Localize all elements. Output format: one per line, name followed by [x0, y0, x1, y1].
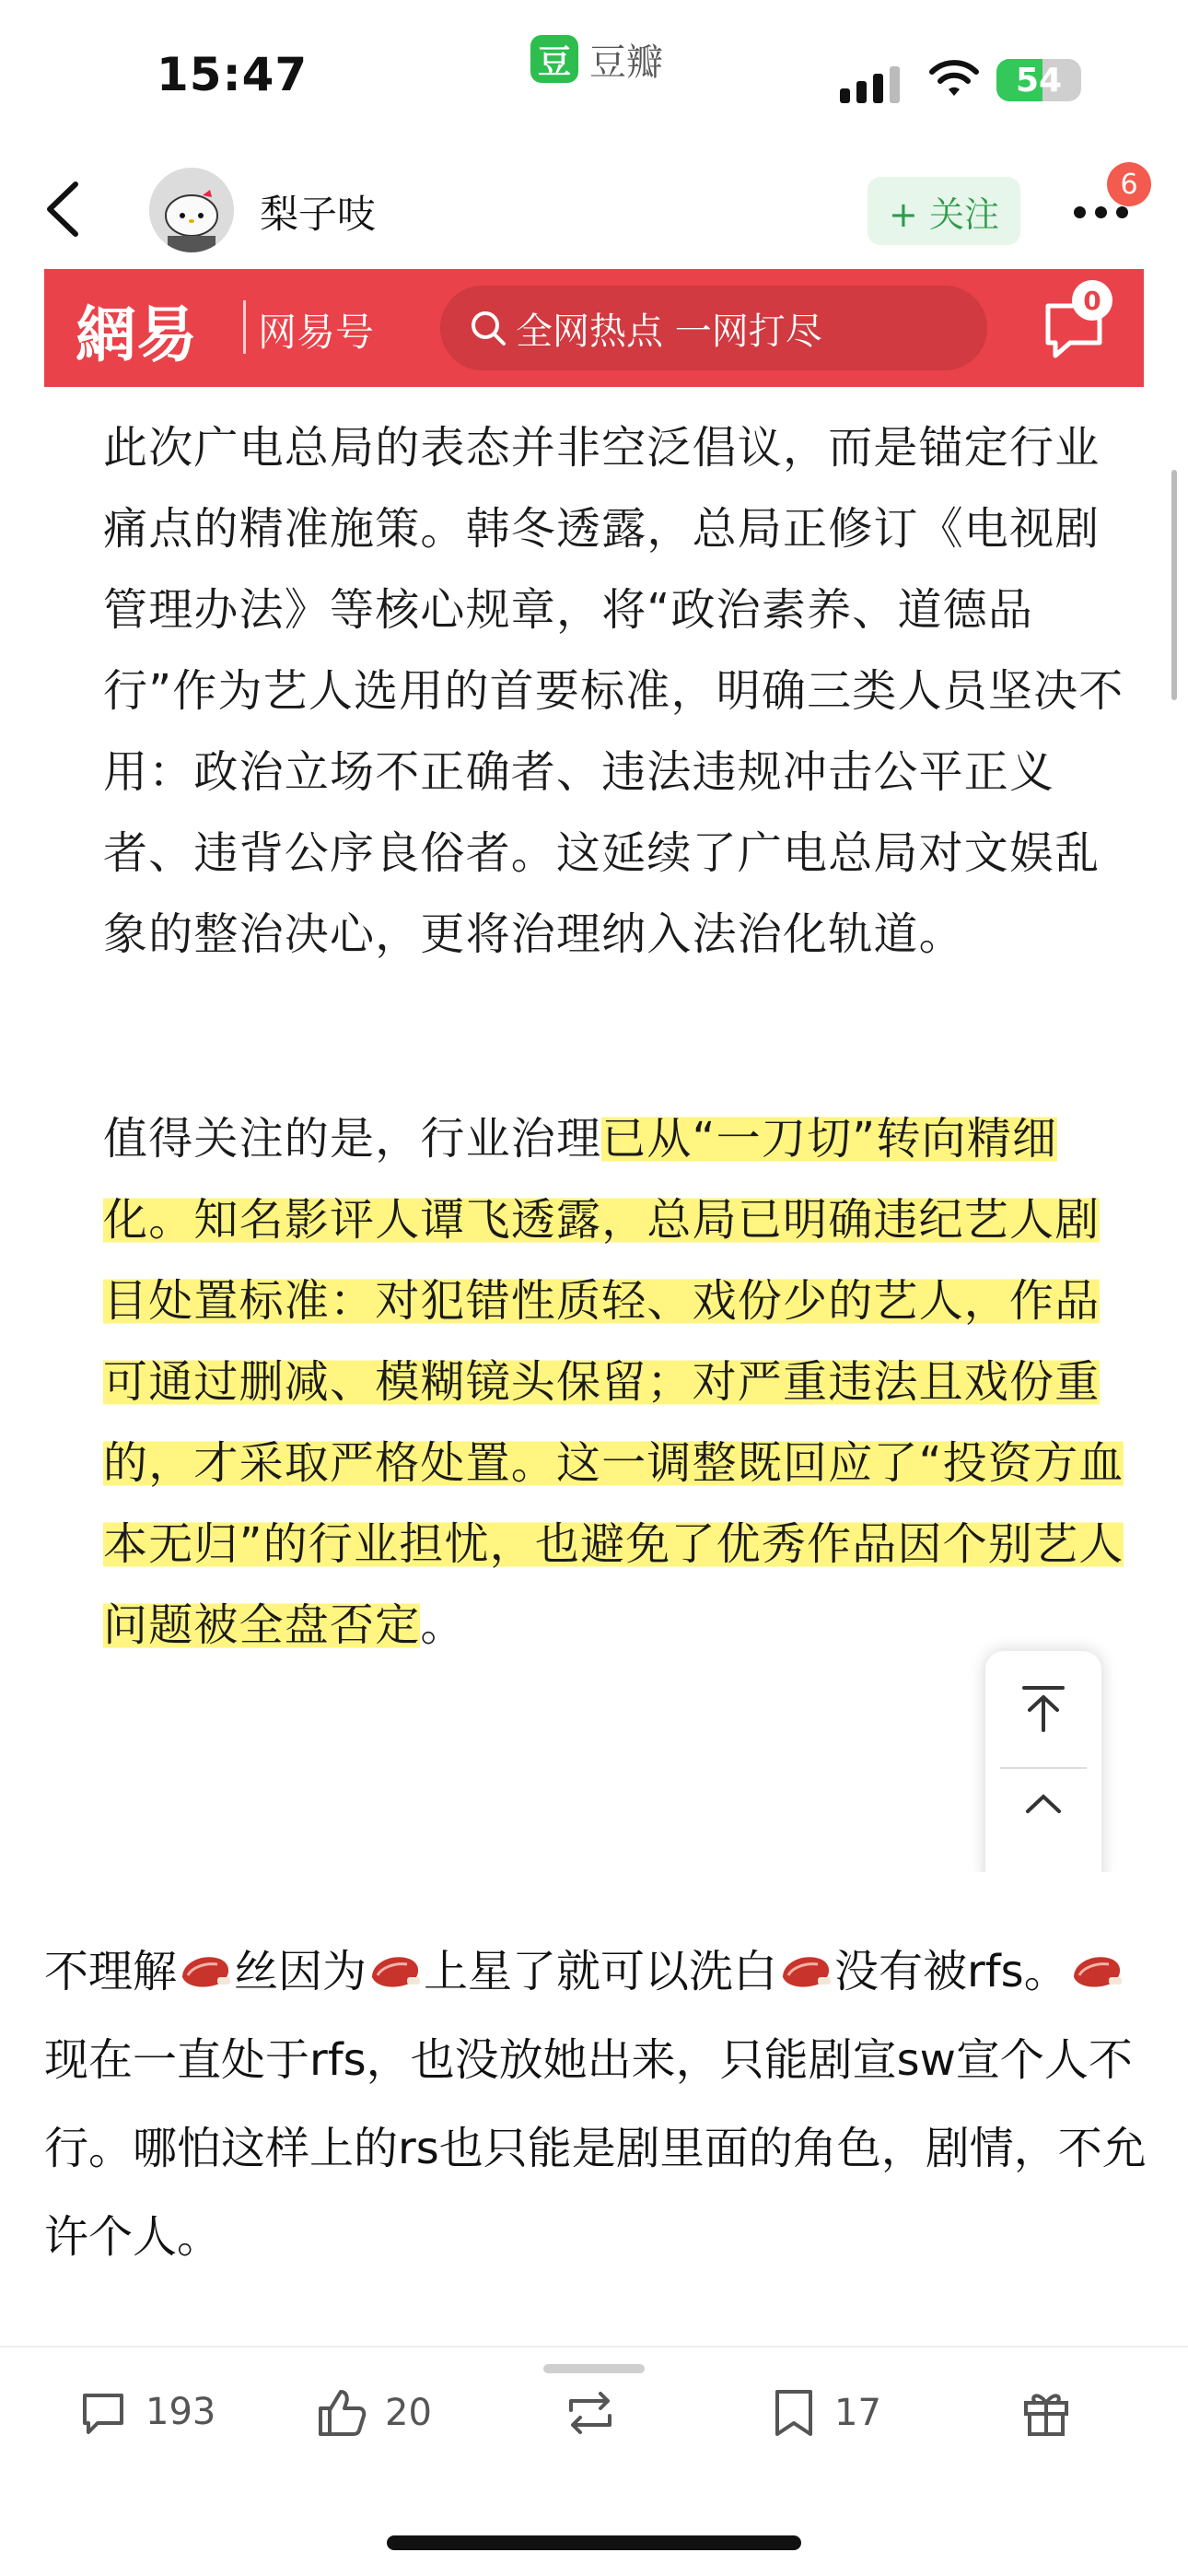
- avatar-image: [149, 168, 234, 252]
- article-paragraph-1: 此次广电总局的表态并非空泛倡议，而是锚定行业痛点的精准施策。韩冬透露，总局正修订《电视剧管理办法》等核心规章，将“政治素养、道德品行”作为艺人选用的首要标准，明确三类人员坚决不用：政治立场不正确者、违法违规冲击公平正义者、违背公序良俗者。这延续了广电总局对文娱乱象的整治决心，更将治理纳入法治化轨道。: [103, 422, 1124, 960]
- repost-icon: [562, 2386, 619, 2440]
- gift-button[interactable]: [1020, 2386, 1072, 2440]
- meat-icon: [367, 1950, 424, 1992]
- post-text-segment: 现在一直处于rfs，也没放她出来，只能剧宣sw宣个人不行。哪怕这样上的rs也只能是剧里面的角色，剧情，不允许个人。: [44, 2034, 1147, 2263]
- post-text-segment: 丝因为: [234, 1946, 367, 1997]
- netease-message-count: 0: [1072, 280, 1112, 321]
- netease-search-text: 全网热点 一网打尽: [516, 310, 822, 353]
- repost-button[interactable]: [562, 2386, 619, 2440]
- comment-icon: [77, 2386, 129, 2438]
- search-icon: [468, 308, 508, 348]
- home-indicator[interactable]: [387, 2535, 801, 2550]
- highlighted-text: 已从“一刀切”转向精细化。知名影评人谭飞透露，总局已明确违纪艺人剧目处置标准：对犯错性质轻、戏份少的艺人，作品可通过删减、模糊镜头保留；对严重违法且戏份重的，才采取严格处置。这一调整既回应了“投资方血本无归”的行业担忧，也避免了优秀作品因个别艺人问题被全盘否定: [103, 1113, 1124, 1651]
- paragraph-2-end: 。: [420, 1599, 466, 1651]
- like-button[interactable]: [315, 2386, 432, 2440]
- embedded-article-image[interactable]: [44, 269, 1144, 1872]
- follow-button[interactable]: + 关注: [868, 177, 1020, 245]
- comment-count: 193: [146, 2391, 216, 2433]
- meat-icon: [177, 1950, 234, 1992]
- chevron-up-icon[interactable]: [1022, 1789, 1065, 1817]
- app-name: 豆瓣: [589, 41, 663, 84]
- favorite-icon: [770, 2386, 818, 2440]
- back-icon[interactable]: [37, 177, 92, 241]
- signal-icon: [840, 66, 900, 103]
- post-text-segment: 不理解: [44, 1946, 178, 1997]
- wifi-icon: [926, 59, 982, 100]
- scroll-top-icon[interactable]: [1017, 1682, 1070, 1736]
- netease-sub-label: 网易号: [258, 310, 375, 355]
- meat-icon: [777, 1950, 834, 1992]
- post-header: [0, 157, 1188, 267]
- douban-app-icon: 豆: [530, 35, 578, 83]
- gift-icon: [1020, 2386, 1072, 2440]
- toolbar-divider: [0, 2346, 1188, 2348]
- drag-handle[interactable]: [543, 2364, 645, 2373]
- meat-icon: [1068, 1950, 1125, 1992]
- notification-badge: 6: [1107, 162, 1151, 206]
- netease-search-box: [440, 286, 987, 370]
- post-text-segment: 没有被rfs。: [834, 1946, 1068, 1997]
- post-body-text: [44, 1927, 1149, 2281]
- battery-icon: [996, 59, 1081, 101]
- paragraph-2-plain: 值得关注的是，行业治理: [103, 1113, 602, 1165]
- floating-divider: [1000, 1767, 1087, 1769]
- scrollbar[interactable]: [1171, 470, 1177, 700]
- battery-level: 54: [1015, 61, 1063, 100]
- username[interactable]: 梨子吱: [260, 192, 377, 237]
- comment-button[interactable]: [77, 2386, 215, 2438]
- avatar[interactable]: [149, 168, 234, 252]
- like-icon: [315, 2386, 368, 2440]
- favorite-button[interactable]: [770, 2386, 881, 2440]
- netease-top-bar: [44, 269, 1144, 387]
- status-time: 15:47: [157, 48, 309, 101]
- status-bar: [0, 0, 1188, 147]
- floating-scroll-buttons: [985, 1651, 1101, 1872]
- netease-logo: 網易: [76, 299, 197, 370]
- back-to-app[interactable]: [530, 33, 663, 85]
- favorite-count: 17: [834, 2392, 881, 2434]
- post-text-segment: 上星了就可以洗白: [424, 1946, 778, 1997]
- netease-divider: [243, 300, 246, 354]
- like-count: 20: [385, 2392, 432, 2434]
- action-toolbar: [0, 2377, 1188, 2469]
